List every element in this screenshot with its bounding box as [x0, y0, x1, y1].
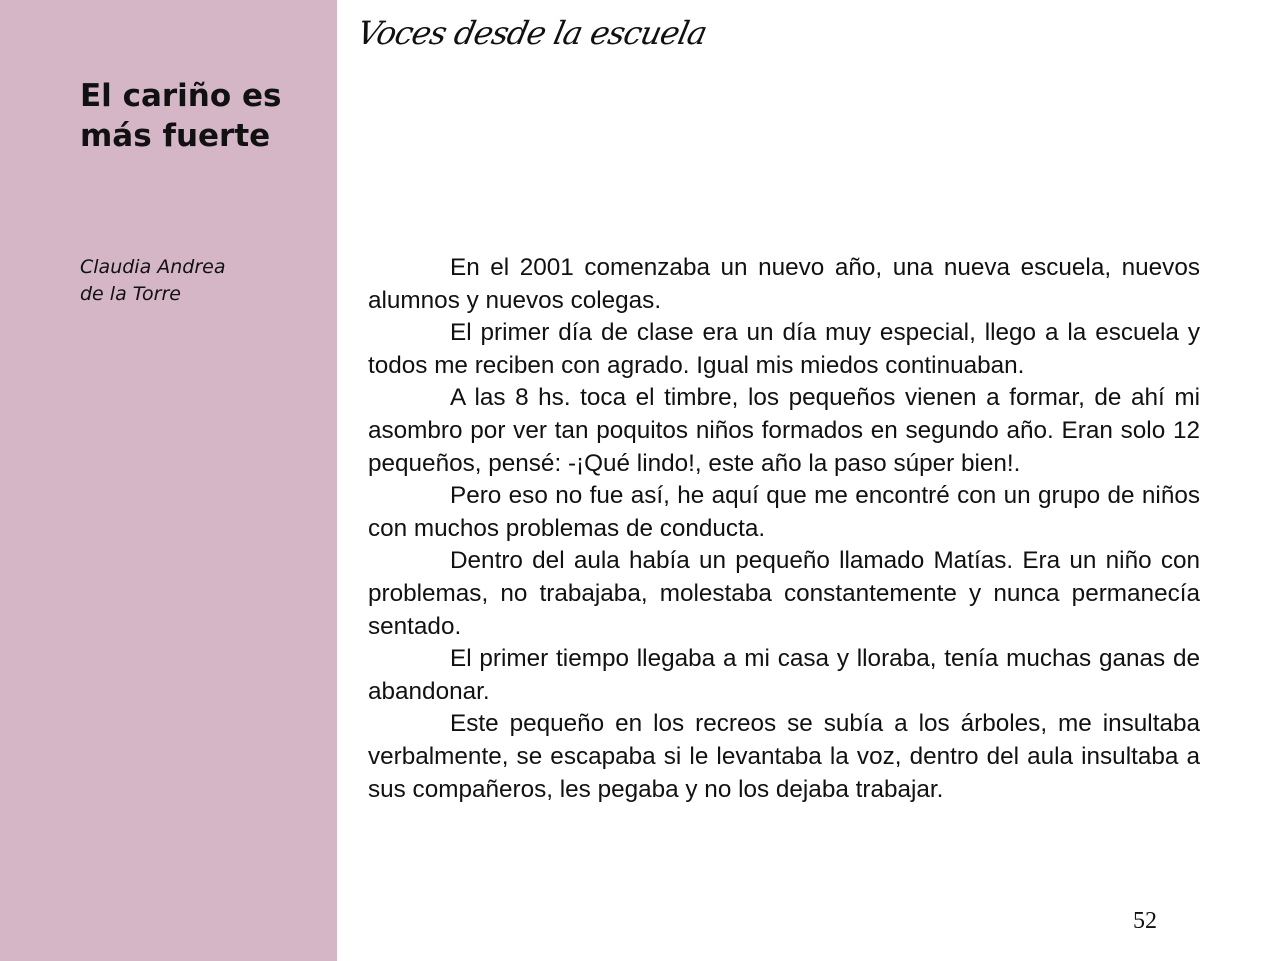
- paragraph: En el 2001 comenzaba un nuevo año, una nueva escuela, nuevos alumnos y nuevos colegas.: [368, 254, 1200, 314]
- author-name-line-2: de la Torre: [80, 283, 181, 305]
- paragraph: Este pequeño en los recreos se subía a los árboles, me insultaba verbalmente, se escapaba si le levantaba la voz, dentro del aula insultaba a sus compañeros, les pegaba y no los dejaba trabajar.: [368, 710, 1200, 803]
- sidebar-panel: [0, 0, 337, 961]
- author-name-line-1: Claudia Andrea: [80, 256, 226, 278]
- chapter-title: El cariño es más fuerte: [80, 78, 282, 154]
- paragraph: Dentro del aula había un pequeño llamado Matías. Era un niño con problemas, no trabajaba, molestaba constantemente y nunca permanecía sentado.: [368, 547, 1200, 640]
- paragraph: Pero eso no fue así, he aquí que me encontré con un grupo de niños con muchos problemas de conducta.: [368, 482, 1200, 542]
- paragraph: El primer día de clase era un día muy especial, llego a la escuela y todos me reciben con agrado. Igual mis miedos continuaban.: [368, 319, 1200, 379]
- author-name: [80, 254, 320, 308]
- page-number: 52: [1133, 908, 1157, 934]
- paragraph: A las 8 hs. toca el timbre, los pequeños vienen a formar, de ahí mi asombro por ver tan poquitos niños formados en segundo año. Eran solo 12 pequeños, pensé: -¡Qué lindo!, este año la paso súper bien!.: [368, 384, 1200, 477]
- running-header: Voces desde la escuela: [353, 14, 710, 52]
- story-body: [368, 252, 1200, 806]
- paragraph: El primer tiempo llegaba a mi casa y lloraba, tenía muchas ganas de abandonar.: [368, 645, 1200, 705]
